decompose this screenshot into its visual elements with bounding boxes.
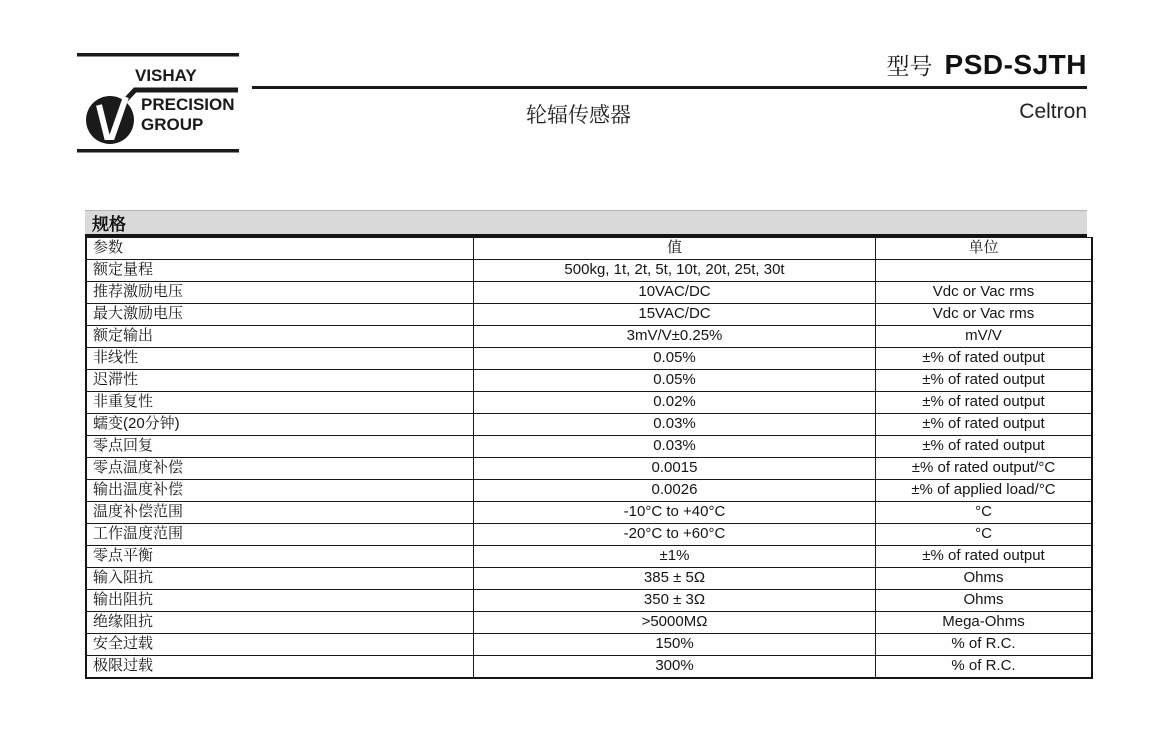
value-cell: 15VAC/DC [474, 304, 876, 326]
param-cell: 输入阻抗 [86, 568, 474, 590]
spec-section [85, 210, 1087, 679]
param-cell: 非重复性 [86, 392, 474, 414]
param-cell: 输出阻抗 [86, 590, 474, 612]
table-row [86, 348, 1092, 370]
table-row [86, 260, 1092, 282]
unit-cell [876, 260, 1093, 282]
table-row [86, 370, 1092, 392]
param-cell: 工作温度范围 [86, 524, 474, 546]
header-divider [252, 86, 1087, 89]
column-header-value: 值 [474, 238, 876, 260]
table-row [86, 436, 1092, 458]
param-cell: 额定量程 [86, 260, 474, 282]
unit-cell: Ohms [876, 568, 1093, 590]
value-cell: 385 ± 5Ω [474, 568, 876, 590]
param-cell: 迟滞性 [86, 370, 474, 392]
table-row [86, 304, 1092, 326]
unit-cell: ±% of rated output [876, 436, 1093, 458]
logo-text-group: GROUP [141, 115, 204, 134]
unit-cell: Ohms [876, 590, 1093, 612]
param-cell: 极限过载 [86, 656, 474, 679]
param-cell: 蠕变(20分钟) [86, 414, 474, 436]
value-cell: 0.03% [474, 414, 876, 436]
table-row [86, 656, 1092, 679]
unit-cell: ±% of applied load/°C [876, 480, 1093, 502]
value-cell: 0.0015 [474, 458, 876, 480]
column-header-unit: 单位 [876, 238, 1093, 260]
table-row [86, 590, 1092, 612]
param-cell: 输出温度补偿 [86, 480, 474, 502]
param-cell: 温度补偿范围 [86, 502, 474, 524]
brand-name: Celtron [1019, 100, 1087, 123]
model-label: 型号 [886, 53, 933, 79]
model-line [887, 48, 1087, 81]
param-cell: 零点平衡 [86, 546, 474, 568]
unit-cell: ±% of rated output [876, 414, 1093, 436]
unit-cell: ±% of rated output [876, 348, 1093, 370]
param-cell: 非线性 [86, 348, 474, 370]
table-row [86, 612, 1092, 634]
unit-cell: ±% of rated output/°C [876, 458, 1093, 480]
value-cell: 500kg, 1t, 2t, 5t, 10t, 20t, 25t, 30t [474, 260, 876, 282]
value-cell: >5000MΩ [474, 612, 876, 634]
param-cell: 安全过载 [86, 634, 474, 656]
table-row [86, 480, 1092, 502]
table-header-row [86, 238, 1092, 260]
value-cell: 350 ± 3Ω [474, 590, 876, 612]
table-row [86, 414, 1092, 436]
value-cell: 0.0026 [474, 480, 876, 502]
logo-text-precision: PRECISION [141, 95, 235, 114]
value-cell: ±1% [474, 546, 876, 568]
value-cell: 0.05% [474, 370, 876, 392]
unit-cell: Vdc or Vac rms [876, 304, 1093, 326]
table-row [86, 326, 1092, 348]
value-cell: 0.02% [474, 392, 876, 414]
table-row [86, 392, 1092, 414]
value-cell: 10VAC/DC [474, 282, 876, 304]
value-cell: -10°C to +40°C [474, 502, 876, 524]
unit-cell: ±% of rated output [876, 392, 1093, 414]
param-cell: 零点回复 [86, 436, 474, 458]
param-cell: 额定输出 [86, 326, 474, 348]
table-row [86, 282, 1092, 304]
value-cell: 0.03% [474, 436, 876, 458]
model-number: PSD-SJTH [944, 49, 1087, 80]
table-row [86, 524, 1092, 546]
param-cell: 零点温度补偿 [86, 458, 474, 480]
table-row [86, 568, 1092, 590]
unit-cell: °C [876, 502, 1093, 524]
spec-table-body [86, 260, 1092, 679]
unit-cell: °C [876, 524, 1093, 546]
spec-table [85, 237, 1093, 679]
spec-section-title: 规格 [85, 210, 1087, 237]
param-cell: 最大激励电压 [86, 304, 474, 326]
value-cell: -20°C to +60°C [474, 524, 876, 546]
value-cell: 0.05% [474, 348, 876, 370]
value-cell: 150% [474, 634, 876, 656]
unit-cell: Vdc or Vac rms [876, 282, 1093, 304]
table-row [86, 634, 1092, 656]
table-row [86, 458, 1092, 480]
param-cell: 推荐激励电压 [86, 282, 474, 304]
product-name: 轮辐传感器 [526, 104, 631, 127]
value-cell: 300% [474, 656, 876, 679]
logo-text-vishay: VISHAY [135, 66, 197, 85]
value-cell: 3mV/V±0.25% [474, 326, 876, 348]
table-row [86, 546, 1092, 568]
unit-cell: % of R.C. [876, 656, 1093, 679]
table-row [86, 502, 1092, 524]
unit-cell: mV/V [876, 326, 1093, 348]
unit-cell: ±% of rated output [876, 370, 1093, 392]
column-header-parameter: 参数 [86, 238, 474, 260]
unit-cell: Mega-Ohms [876, 612, 1093, 634]
param-cell: 绝缘阻抗 [86, 612, 474, 634]
unit-cell: ±% of rated output [876, 546, 1093, 568]
unit-cell: % of R.C. [876, 634, 1093, 656]
